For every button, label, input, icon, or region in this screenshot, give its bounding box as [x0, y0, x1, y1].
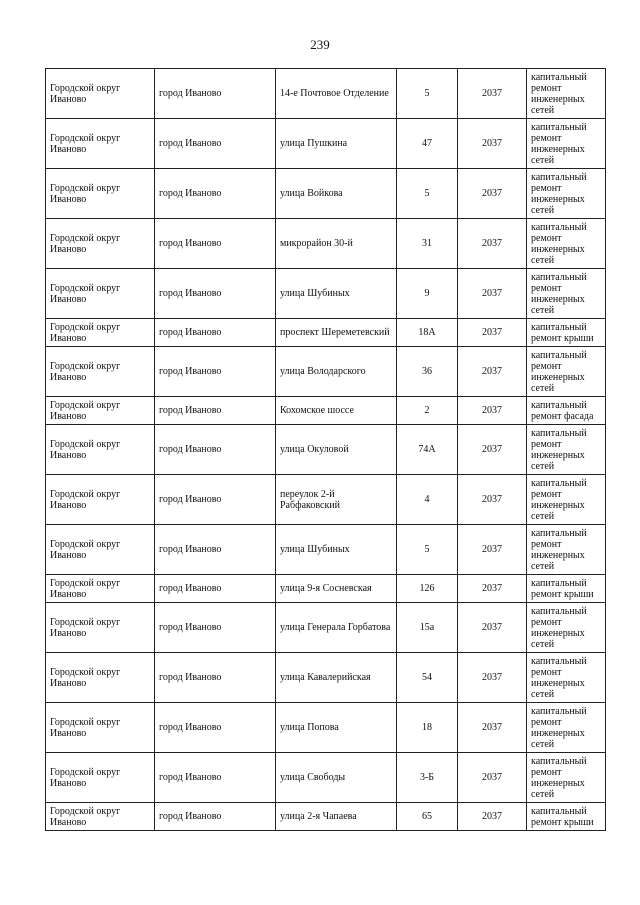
- house-cell: 36: [397, 347, 458, 397]
- city-cell: город Иваново: [155, 69, 276, 119]
- okrug-cell: Городской округ Иваново: [46, 803, 155, 831]
- okrug-cell: Городской округ Иваново: [46, 425, 155, 475]
- work-type-cell: капитальный ремонт крыши: [527, 319, 606, 347]
- repair-plan-table: [45, 68, 606, 831]
- okrug-cell: Городской округ Иваново: [46, 119, 155, 169]
- house-cell: 74А: [397, 425, 458, 475]
- city-cell: город Иваново: [155, 425, 276, 475]
- okrug-cell: Городской округ Иваново: [46, 219, 155, 269]
- street-cell: микрорайон 30-й: [276, 219, 397, 269]
- table-row: [46, 475, 606, 525]
- okrug-cell: Городской округ Иваново: [46, 269, 155, 319]
- year-cell: 2037: [458, 753, 527, 803]
- city-cell: город Иваново: [155, 119, 276, 169]
- city-cell: город Иваново: [155, 575, 276, 603]
- year-cell: 2037: [458, 219, 527, 269]
- street-cell: улица Шубиных: [276, 525, 397, 575]
- house-cell: 4: [397, 475, 458, 525]
- house-cell: 54: [397, 653, 458, 703]
- table-row: [46, 803, 606, 831]
- year-cell: 2037: [458, 169, 527, 219]
- year-cell: 2037: [458, 269, 527, 319]
- street-cell: улица Свободы: [276, 753, 397, 803]
- year-cell: 2037: [458, 475, 527, 525]
- okrug-cell: Городской округ Иваново: [46, 347, 155, 397]
- okrug-cell: Городской округ Иваново: [46, 397, 155, 425]
- street-cell: улица 2-я Чапаева: [276, 803, 397, 831]
- table-row: [46, 425, 606, 475]
- street-cell: улица Генерала Горбатова: [276, 603, 397, 653]
- year-cell: 2037: [458, 703, 527, 753]
- work-type-cell: капитальный ремонт крыши: [527, 575, 606, 603]
- city-cell: город Иваново: [155, 603, 276, 653]
- street-cell: улица Володарского: [276, 347, 397, 397]
- work-type-cell: капитальный ремонт инженерных сетей: [527, 425, 606, 475]
- house-cell: 65: [397, 803, 458, 831]
- table-row: [46, 653, 606, 703]
- house-cell: 9: [397, 269, 458, 319]
- okrug-cell: Городской округ Иваново: [46, 525, 155, 575]
- table-row: [46, 397, 606, 425]
- year-cell: 2037: [458, 425, 527, 475]
- year-cell: 2037: [458, 653, 527, 703]
- city-cell: город Иваново: [155, 475, 276, 525]
- work-type-cell: капитальный ремонт инженерных сетей: [527, 69, 606, 119]
- work-type-cell: капитальный ремонт инженерных сетей: [527, 119, 606, 169]
- year-cell: 2037: [458, 119, 527, 169]
- city-cell: город Иваново: [155, 219, 276, 269]
- house-cell: 15а: [397, 603, 458, 653]
- work-type-cell: капитальный ремонт инженерных сетей: [527, 703, 606, 753]
- street-cell: улица Шубиных: [276, 269, 397, 319]
- house-cell: 5: [397, 525, 458, 575]
- table-row: [46, 347, 606, 397]
- city-cell: город Иваново: [155, 525, 276, 575]
- street-cell: улица Пушкина: [276, 119, 397, 169]
- city-cell: город Иваново: [155, 653, 276, 703]
- table-row: [46, 525, 606, 575]
- year-cell: 2037: [458, 525, 527, 575]
- table-row: [46, 603, 606, 653]
- city-cell: город Иваново: [155, 753, 276, 803]
- year-cell: 2037: [458, 69, 527, 119]
- city-cell: город Иваново: [155, 319, 276, 347]
- work-type-cell: капитальный ремонт инженерных сетей: [527, 269, 606, 319]
- table-row: [46, 319, 606, 347]
- okrug-cell: Городской округ Иваново: [46, 319, 155, 347]
- city-cell: город Иваново: [155, 169, 276, 219]
- work-type-cell: капитальный ремонт инженерных сетей: [527, 525, 606, 575]
- table-row: [46, 753, 606, 803]
- work-type-cell: капитальный ремонт фасада: [527, 397, 606, 425]
- city-cell: город Иваново: [155, 703, 276, 753]
- work-type-cell: капитальный ремонт инженерных сетей: [527, 219, 606, 269]
- house-cell: 5: [397, 69, 458, 119]
- table-row: [46, 169, 606, 219]
- street-cell: улица 9-я Сосневская: [276, 575, 397, 603]
- street-cell: проспект Шереметевский: [276, 319, 397, 347]
- work-type-cell: капитальный ремонт инженерных сетей: [527, 753, 606, 803]
- okrug-cell: Городской округ Иваново: [46, 475, 155, 525]
- table-row: [46, 703, 606, 753]
- city-cell: город Иваново: [155, 269, 276, 319]
- house-cell: 47: [397, 119, 458, 169]
- street-cell: улица Окуловой: [276, 425, 397, 475]
- okrug-cell: Городской округ Иваново: [46, 653, 155, 703]
- year-cell: 2037: [458, 603, 527, 653]
- work-type-cell: капитальный ремонт инженерных сетей: [527, 653, 606, 703]
- house-cell: 126: [397, 575, 458, 603]
- street-cell: улица Попова: [276, 703, 397, 753]
- table-row: [46, 269, 606, 319]
- city-cell: город Иваново: [155, 397, 276, 425]
- okrug-cell: Городской округ Иваново: [46, 703, 155, 753]
- house-cell: 18: [397, 703, 458, 753]
- table-row: [46, 69, 606, 119]
- work-type-cell: капитальный ремонт инженерных сетей: [527, 347, 606, 397]
- okrug-cell: Городской округ Иваново: [46, 575, 155, 603]
- year-cell: 2037: [458, 347, 527, 397]
- street-cell: Кохомское шоссе: [276, 397, 397, 425]
- work-type-cell: капитальный ремонт инженерных сетей: [527, 475, 606, 525]
- table-row: [46, 119, 606, 169]
- year-cell: 2037: [458, 319, 527, 347]
- city-cell: город Иваново: [155, 347, 276, 397]
- work-type-cell: капитальный ремонт крыши: [527, 803, 606, 831]
- year-cell: 2037: [458, 803, 527, 831]
- work-type-cell: капитальный ремонт инженерных сетей: [527, 603, 606, 653]
- okrug-cell: Городской округ Иваново: [46, 603, 155, 653]
- year-cell: 2037: [458, 575, 527, 603]
- okrug-cell: Городской округ Иваново: [46, 169, 155, 219]
- table-row: [46, 575, 606, 603]
- street-cell: улица Кавалерийская: [276, 653, 397, 703]
- street-cell: улица Войкова: [276, 169, 397, 219]
- work-type-cell: капитальный ремонт инженерных сетей: [527, 169, 606, 219]
- street-cell: переулок 2-й Рабфаковский: [276, 475, 397, 525]
- page-number: 239: [310, 37, 330, 52]
- year-cell: 2037: [458, 397, 527, 425]
- street-cell: 14-е Почтовое Отделение: [276, 69, 397, 119]
- house-cell: 5: [397, 169, 458, 219]
- okrug-cell: Городской округ Иваново: [46, 69, 155, 119]
- house-cell: 18А: [397, 319, 458, 347]
- house-cell: 2: [397, 397, 458, 425]
- house-cell: 31: [397, 219, 458, 269]
- table-row: [46, 219, 606, 269]
- okrug-cell: Городской округ Иваново: [46, 753, 155, 803]
- house-cell: 3-Б: [397, 753, 458, 803]
- city-cell: город Иваново: [155, 803, 276, 831]
